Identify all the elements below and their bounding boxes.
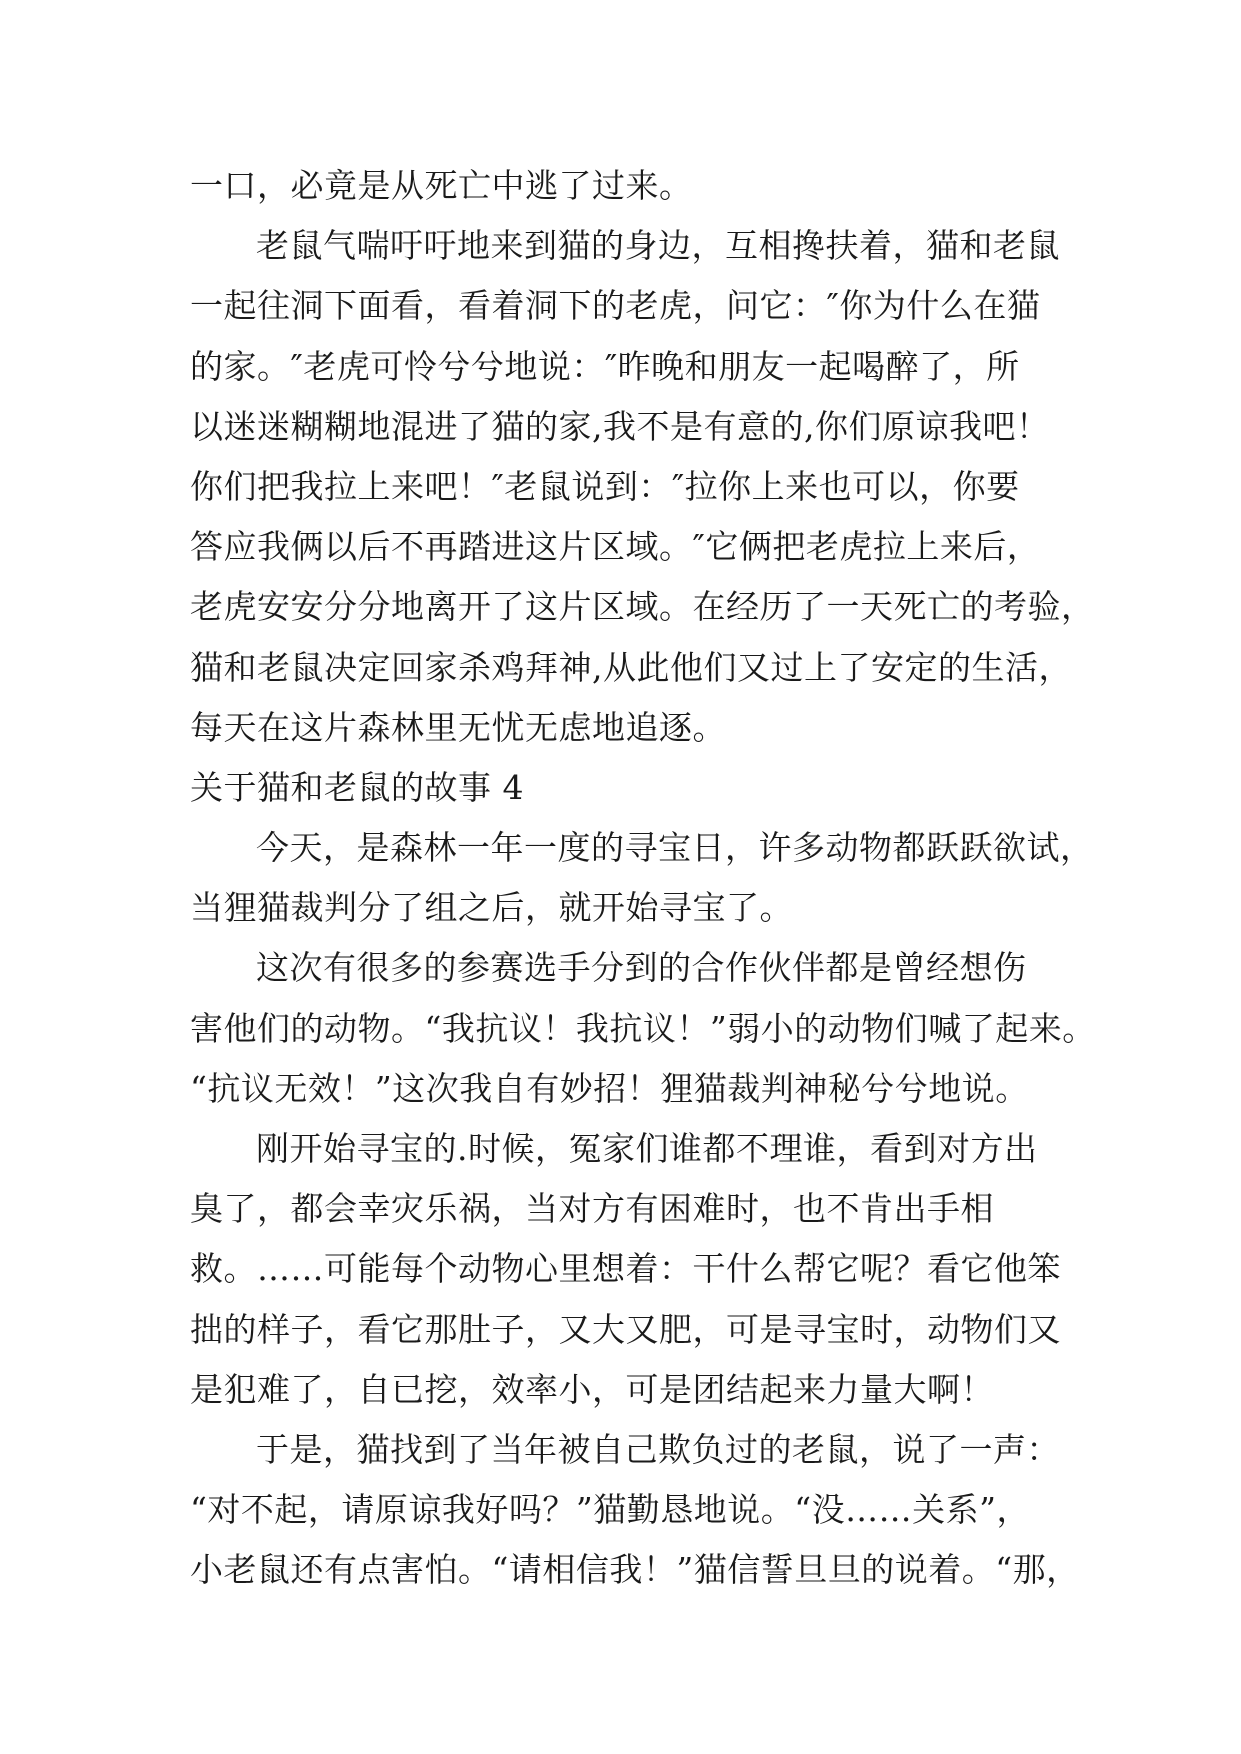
section-heading: 关于猫和老鼠的故事 4 [190,767,524,807]
text-line: 救。……可能每个动物心里想着：干什么帮它呢？看它他笨 [190,1249,1061,1289]
text-line: 每天在这片森林里无忧无虑地追逐。 [190,707,726,747]
text-line: 是犯难了，自已挖，效率小，可是团结起来力量大啊！ [190,1369,994,1409]
text-line: 害他们的动物。“我抗议！我抗议！”弱小的动物们喊了起来。 [190,1008,1096,1048]
text-line: 老虎安安分分地离开了这片区域。在经历了一天死亡的考验， [190,587,1095,627]
text-line: 当狸猫裁判分了组之后，就开始寻宝了。 [190,888,793,928]
text-line: 臭了，都会幸灾乐祸，当对方有困难时，也不肯出手相 [190,1189,994,1229]
text-line: 刚开始寻宝的.时候，冤家们谁都不理谁，看到对方出 [256,1129,1038,1168]
document-body [190,156,1096,1601]
text-line: 这次有很多的参赛选手分到的合作伙伴都是曾经想伤 [256,948,1027,988]
text-line: “抗议无效！”这次我自有妙招！狸猫裁判神秘兮兮地说。 [190,1068,1029,1108]
text-line: 猫和老鼠决定回家杀鸡拜神,从此他们又过上了安定的生活， [190,647,1072,687]
text-line: 老鼠气喘吁吁地来到猫的身边，互相搀扶着，猫和老鼠 [256,226,1060,266]
text-line: 一口，必竟是从死亡中逃了过来。 [190,166,693,205]
text-line: 你们把我拉上来吧！″老鼠说到：″拉你上来也可以，你要 [190,466,1020,506]
text-line: 一起往洞下面看，看着洞下的老虎，问它：″你为什么在猫 [190,286,1041,326]
text-line: 小老鼠还有点害怕。“请相信我！”猫信誓旦旦的说着。“那， [190,1550,1080,1590]
text-line: 于是，猫找到了当年被自己欺负过的老鼠，说了一声： [256,1429,1060,1469]
text-line: 今天，是森林一年一度的寻宝日，许多动物都跃跃欲试， [256,828,1094,868]
text-line: 拙的样子，看它那肚子，又大又肥，可是寻宝时，动物们又 [190,1309,1061,1349]
text-line: 答应我俩以后不再踏进这片区域。″它俩把老虎拉上来后， [190,527,1041,567]
text-line: 以迷迷糊糊地混进了猫的家,我不是有意的,你们原谅我吧！ [190,406,1050,446]
text-line: 的家。″老虎可怜兮兮地说：″昨晚和朋友一起喝醉了，所 [190,346,1020,386]
text-line: “对不起，请原谅我好吗？”猫勤恳地说。“没……关系”， [190,1490,1030,1530]
